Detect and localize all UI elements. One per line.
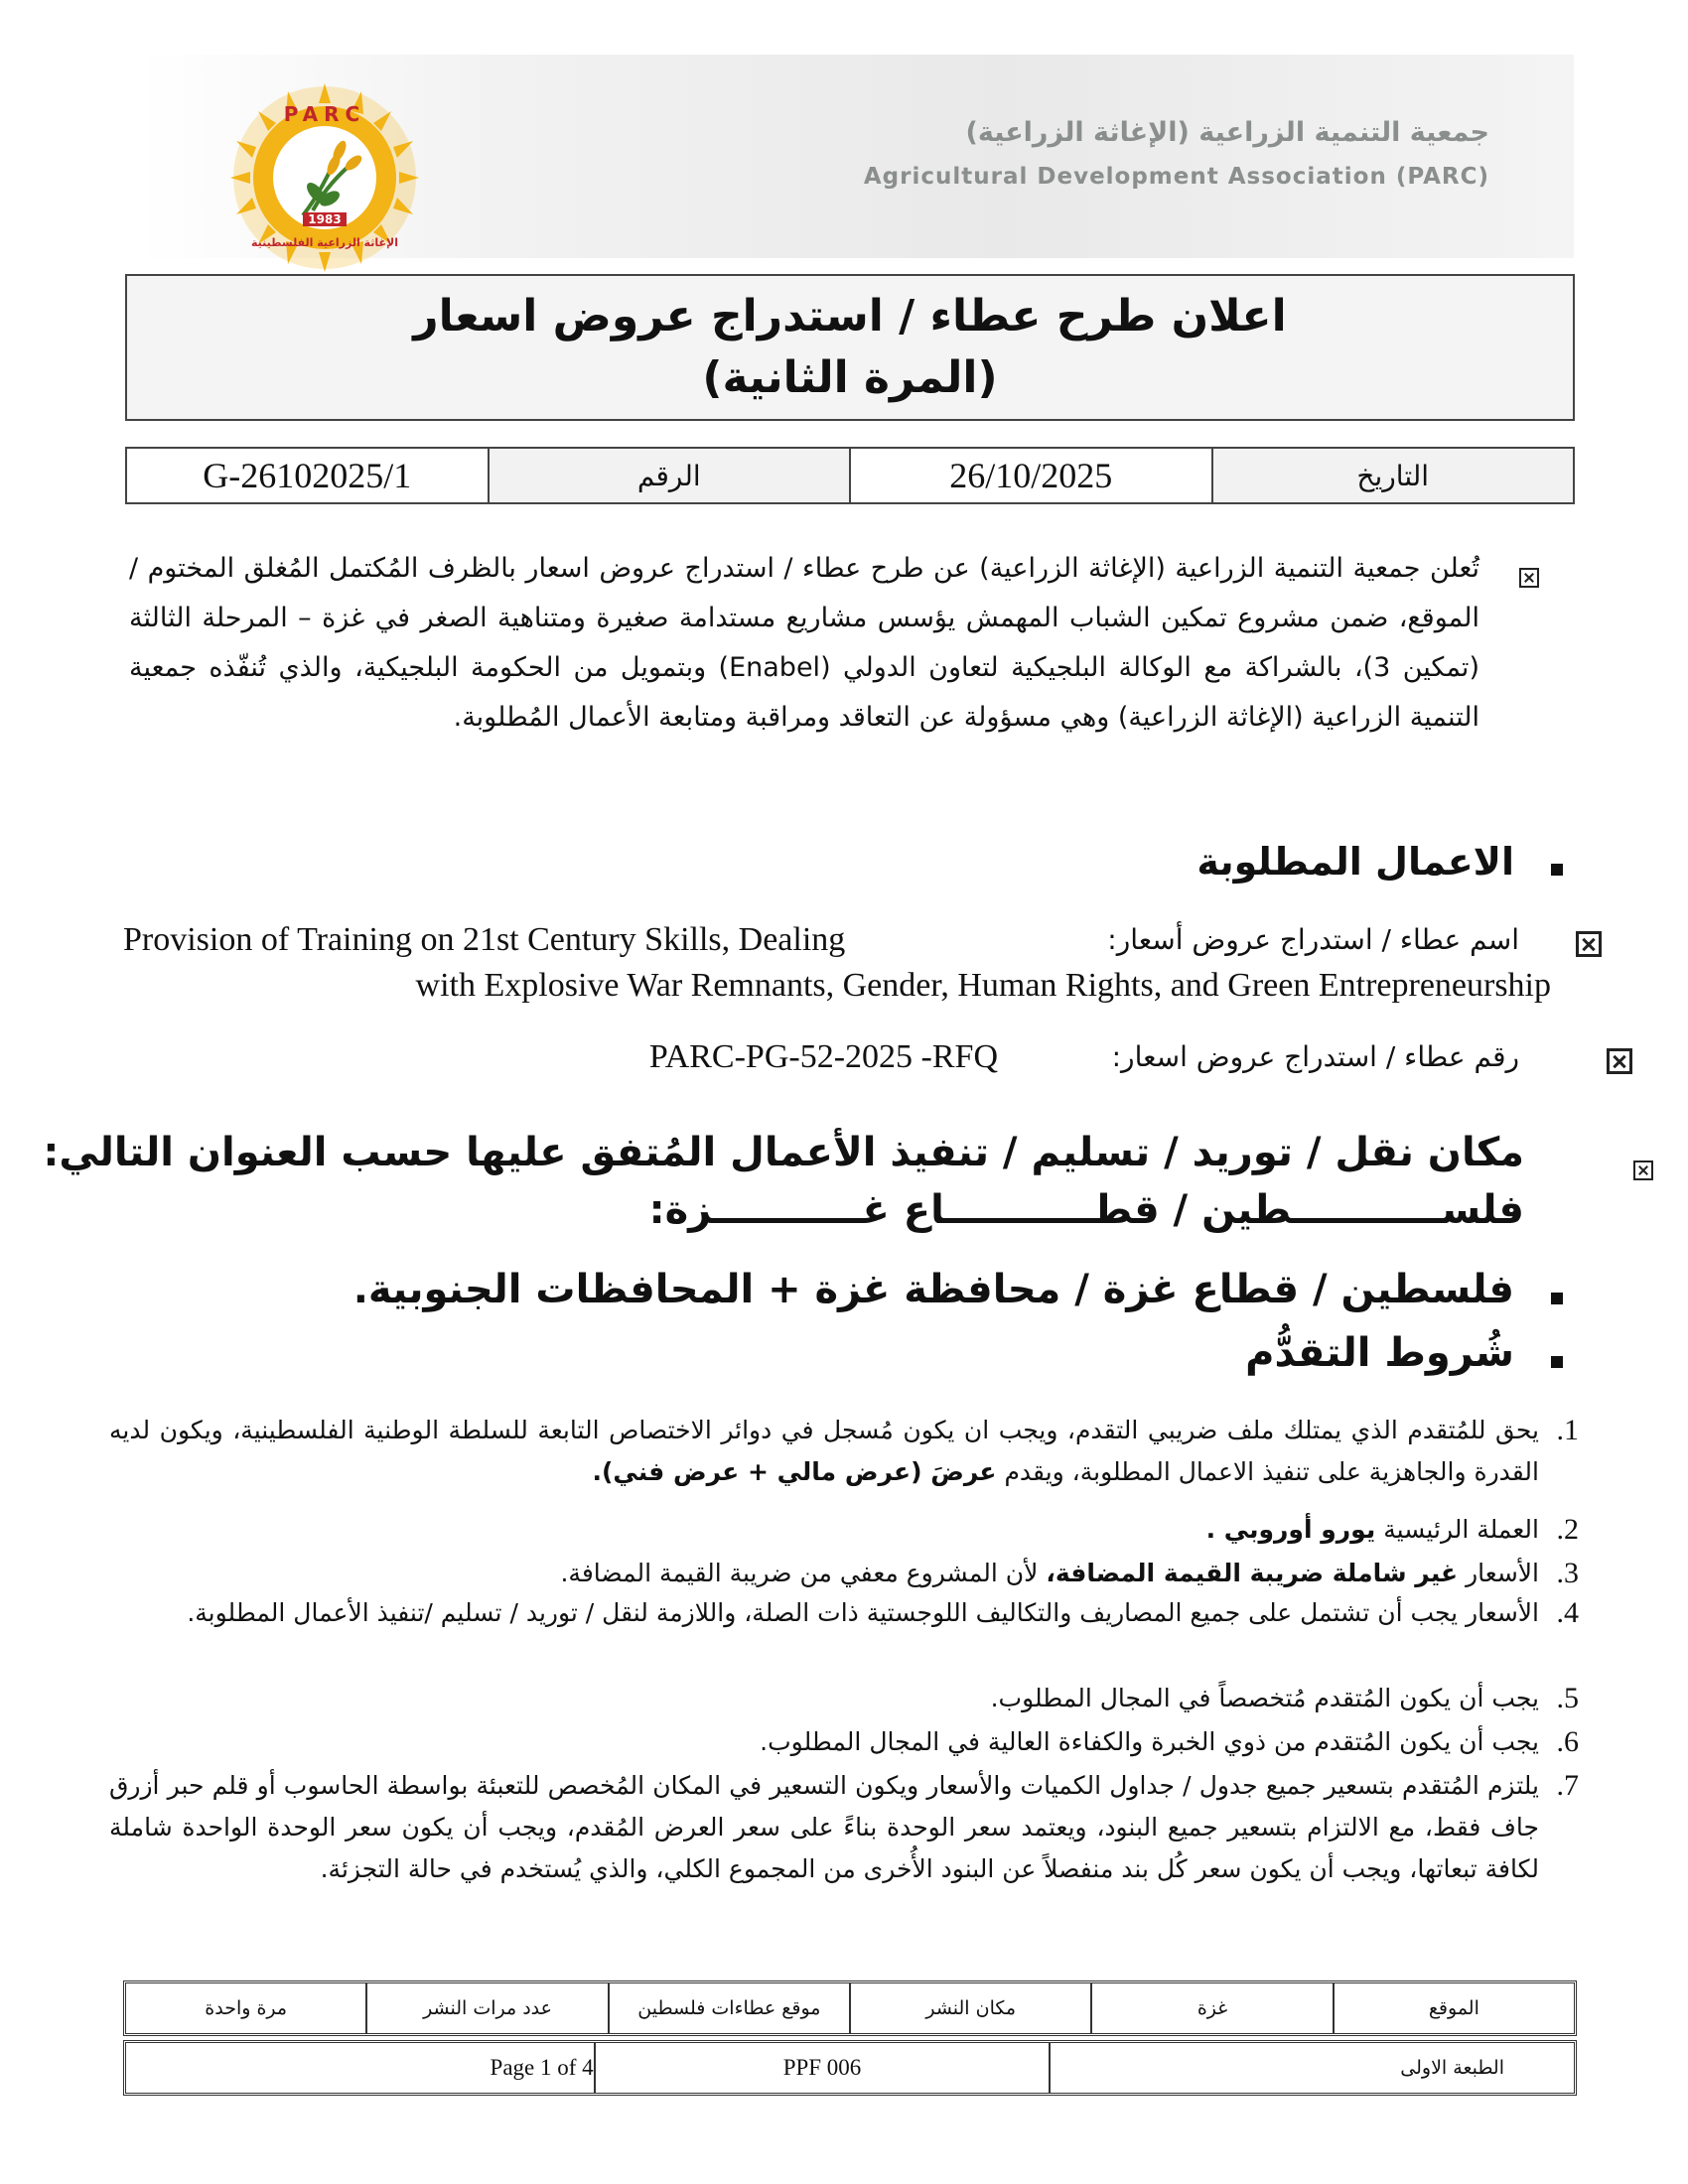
- number-label: الرقم: [488, 449, 850, 502]
- title-line-2: (المرة الثانية): [702, 352, 998, 403]
- item-number: 1.: [1556, 1414, 1579, 1446]
- item-number: 6.: [1556, 1725, 1579, 1758]
- page-number: Page 1 of 4: [490, 2055, 594, 2080]
- item-text: الأسعار يجب أن تشتمل على جميع المصاريف والتكاليف اللوجستية ذات الصلة، واللازمة لنقل / توريد / تسليم /تنفيذ الأعمال المطلوبة.: [187, 1598, 1539, 1627]
- square-bullet-icon: [1551, 864, 1563, 876]
- item-number: 4.: [1556, 1596, 1579, 1629]
- org-name-arabic: جمعية التنمية الزراعية (الإغاثة الزراعية): [965, 117, 1489, 148]
- org-name-english: Agricultural Development Association (PARC): [863, 164, 1489, 190]
- checkbox-bullet-icon: [1633, 1160, 1653, 1180]
- date-label: التاريخ: [1211, 449, 1574, 502]
- item-bold-text: عرضَ (عرض مالي + عرض فني).: [592, 1457, 997, 1486]
- logo-ring-bottom-text: الإغاثة الزراعية الفلسطينية: [251, 236, 398, 249]
- item-number: 2.: [1556, 1513, 1579, 1546]
- list-item: [109, 1765, 1579, 1890]
- item-text: العملة الرئيسية: [1383, 1515, 1539, 1544]
- item-number: 7.: [1556, 1769, 1579, 1802]
- footer-cell-location-label: الموقع: [1333, 1983, 1574, 2033]
- checkbox-bullet-icon: [1519, 568, 1539, 588]
- logo-ring-top-text: PARC: [283, 102, 366, 126]
- square-bullet-icon: [1551, 1293, 1563, 1304]
- title-line-1: اعلان طرح عطاء / استدراج عروض اسعار: [413, 291, 1287, 341]
- edition-label: الطبعة الاولى: [1049, 2043, 1574, 2093]
- item-text: يحق للمُتقدم الذي يمتلك ملف ضريبي التقدم، ويجب ان يكون مُسجل في دوائر الاختصاص التابعة للسلطة الوطنية الفلسطينية، ويكون لديه القدرة والجاهزية على تنفيذ الاعمال المطلوبة، ويقدم: [109, 1416, 1539, 1486]
- list-item: [109, 1553, 1579, 1594]
- tender-name-en-line-1: Provision of Training on 21st Century Skills, Dealing: [123, 921, 846, 958]
- parc-logo: [218, 81, 432, 275]
- item-text: يجب أن يكون المُتقدم من ذوي الخبرة والكفاءة العالية في المجال المطلوب.: [760, 1727, 1539, 1756]
- date-value: 26/10/2025: [849, 449, 1211, 502]
- checkbox-bullet-icon: [1576, 931, 1602, 957]
- list-item: [109, 1410, 1579, 1493]
- item-bold-text: غير شاملة ضريبة القيمة المضافة،: [1046, 1559, 1459, 1587]
- item-text: الأسعار: [1466, 1559, 1539, 1587]
- intro-paragraph: تُعلن جمعية التنمية الزراعية (الإغاثة الزراعية) عن طرح عطاء / استدراج عروض اسعار بالظرف المُكتمل المُغلق المختوم / الموقع، ضمن مشروع تمكين الشباب المهمش يؤسس مشاريع مستدامة صغيرة ومتناهية الصغر في غزة – المرحلة الثالثة (تمكين 3)، بالشراكة مع الوكالة البلجيكية لتعاون الدولي (Enabel) وبتمويل من الحكومة البلجيكية، والذي تُنفّذه جمعية التنمية الزراعية (الإغاثة الزراعية) وهي مسؤولة عن التعاقد ومراقبة ومتابعة الأعمال المُطلوبة.: [129, 553, 1479, 733]
- location-bullet: فلسطين / قطاع غزة / محافظة غزة + المحافظات الجنوبية.: [352, 1267, 1514, 1312]
- tender-name-label: اسم عطاء / استدراج عروض أسعار:: [1107, 923, 1519, 956]
- item-bold-text: يورو أوروبي .: [1205, 1515, 1376, 1544]
- number-value: G-26102025/1: [203, 456, 412, 495]
- list-item: [109, 1592, 1579, 1634]
- conditions-heading: شُروط التقدُّم: [1245, 1330, 1514, 1376]
- square-bullet-icon: [1551, 1356, 1563, 1368]
- item-number: 5.: [1556, 1682, 1579, 1714]
- list-item: [109, 1721, 1579, 1763]
- footer-cell-publish-count-label: عدد مرات النشر: [365, 1983, 607, 2033]
- footer-cell-publish-count-value: مرة واحدة: [205, 1997, 288, 2019]
- footer-cell-location-value: غزة: [1090, 1983, 1332, 2033]
- announcement-title: [125, 274, 1575, 421]
- list-item: [109, 1678, 1579, 1719]
- works-heading: الاعمال المطلوبة: [1196, 840, 1514, 884]
- location-heading-1: مكان نقل / توريد / تسليم / تنفيذ الأعمال المُتفق عليها حسب العنوان التالي:: [43, 1130, 1524, 1175]
- footer-cell-publish-place-label: مكان النشر: [849, 1983, 1090, 2033]
- item-text-after: لأن المشروع معفي من ضريبة القيمة المضافة.: [560, 1559, 1039, 1587]
- item-text: يلتزم المُتقدم بتسعير جميع جدول / جداول الكميات والأسعار ويكون التسعير في المكان المُخصص للتعبئة بواسطة الحاسوب أو قلم حبر أزرق جاف فقط، مع الالتزام بتسعير جميع البنود، ويعتمد سعر الوحدة بناءً على سعر العرض المُقدم، ويجب أن يكون سعر الوحدة الواحدة شاملة لكافة تبعاتها، ويجب أن يكون سعر كُل بند منفصلاً عن البنود الأُخرى من المجموع الكلي، والذي يُستخدم في حالة التجزئة.: [109, 1771, 1539, 1883]
- checkbox-bullet-icon: [1607, 1048, 1632, 1074]
- item-text: يجب أن يكون المُتقدم مُتخصصاً في المجال المطلوب.: [990, 1684, 1539, 1712]
- logo-year: 1983: [308, 212, 342, 226]
- date-number-table: [125, 447, 1575, 504]
- document-footer-table: [123, 2040, 1577, 2096]
- form-code: PPF 006: [594, 2043, 1050, 2093]
- location-heading-2: فلســـــــــــطين / قطـــــــــــاع غـــــــــــزة:: [648, 1187, 1524, 1233]
- tender-name-en-line-2: with Explosive War Remnants, Gender, Human Rights, and Green Entrepreneurship: [415, 967, 1551, 1004]
- tender-number-value: PARC-PG-52-2025 -RFQ: [648, 1038, 998, 1075]
- tender-number-label: رقم عطاء / استدراج عروض اسعار:: [1111, 1040, 1519, 1073]
- item-number: 3.: [1556, 1557, 1579, 1589]
- list-item: [109, 1509, 1579, 1551]
- footer-cell-publish-place-value: موقع عطاءات فلسطين: [608, 1983, 849, 2033]
- publication-info-table: [123, 1980, 1577, 2036]
